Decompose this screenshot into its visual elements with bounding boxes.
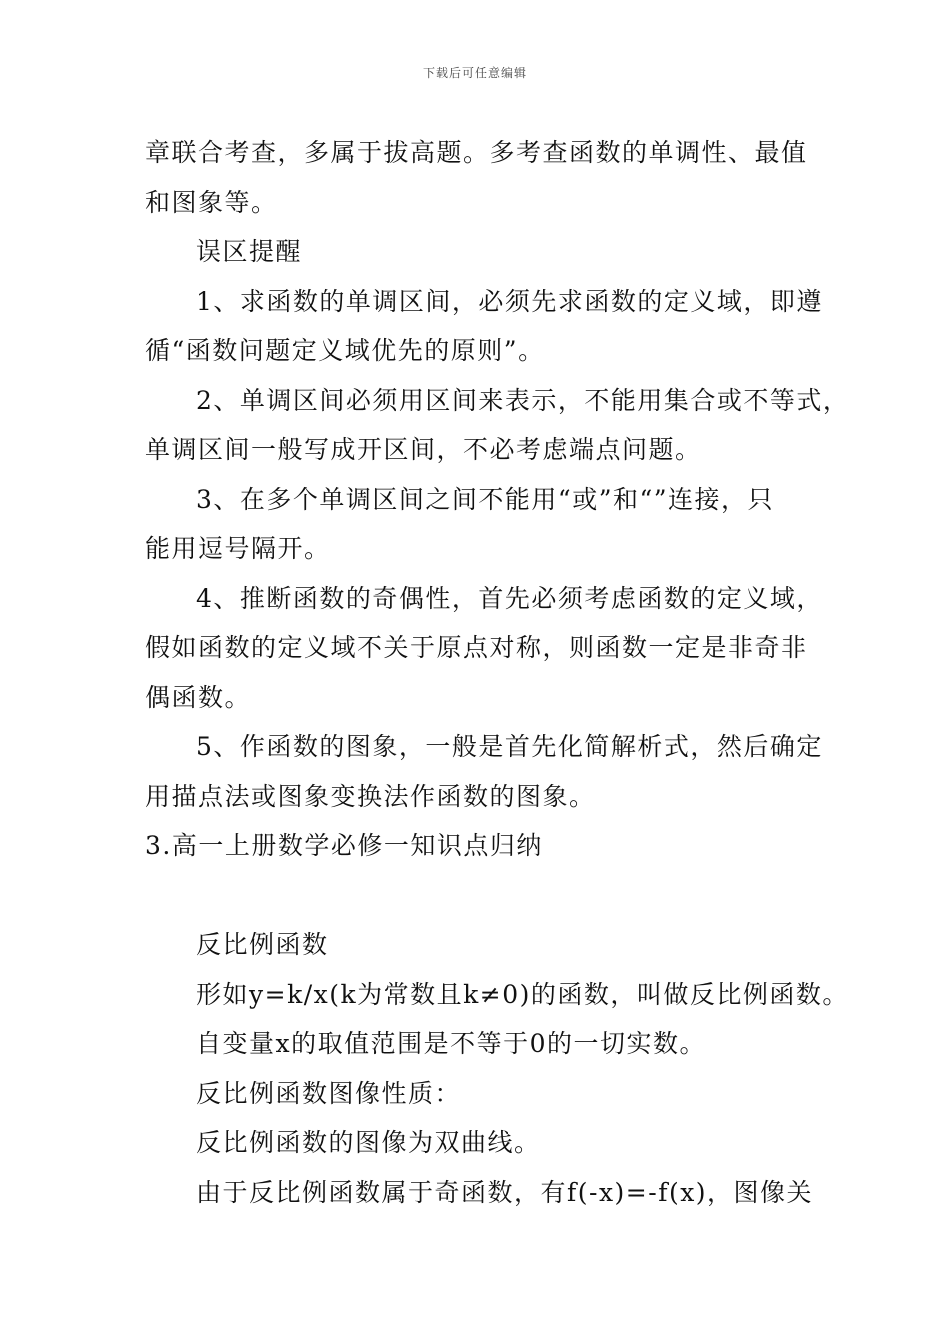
blank-line bbox=[145, 871, 810, 921]
text-line: 5、作函数的图象，一般是首先化简解析式，然后确定 bbox=[196, 732, 823, 761]
document-body bbox=[145, 128, 850, 1217]
text-line: 章联合考查，多属于拔高题。多考查函数的单调性、最值 bbox=[145, 138, 808, 167]
section-heading: 误区提醒 bbox=[196, 237, 303, 266]
text-line: 反比例函数的图像为双曲线。 bbox=[196, 1128, 541, 1157]
text-line: 形如y=k/x(k为常数且k≠0)的函数，叫做反比例函数。 bbox=[196, 979, 849, 1009]
text-line: 3、在多个单调区间之间不能用“或”和“”连接，只 bbox=[196, 484, 775, 514]
text-line: 和图象等。 bbox=[145, 187, 278, 217]
text-line: 反比例函数图像性质： bbox=[196, 1078, 462, 1108]
text-line: 偶函数。 bbox=[145, 682, 252, 712]
text-line: 1、求函数的单调区间，必须先求函数的定义域，即遵 bbox=[196, 286, 823, 316]
text-line: 能用逗号隔开。 bbox=[145, 534, 331, 563]
text-line: 自变量x的取值范围是不等于0的一切实数。 bbox=[196, 1029, 707, 1058]
text-line: 用描点法或图象变换法作函数的图象。 bbox=[145, 781, 596, 811]
section-title: 3.高一上册数学必修一知识点归纳 bbox=[145, 831, 543, 860]
section-heading: 反比例函数 bbox=[196, 930, 329, 959]
text-line: 单调区间一般写成开区间，不必考虑端点问题。 bbox=[145, 435, 702, 464]
text-line: 循“函数问题定义域优先的原则”。 bbox=[145, 336, 545, 365]
text-line: 由于反比例函数属于奇函数，有f(-x)=-f(x)，图像关 bbox=[196, 1177, 814, 1207]
text-line: 假如函数的定义域不关于原点对称，则函数一定是非奇非 bbox=[145, 633, 808, 662]
text-line: 2、单调区间必须用区间来表示，不能用集合或不等式， bbox=[196, 385, 850, 415]
page-header: 下载后可任意编辑 bbox=[422, 66, 527, 80]
text-line: 4、推断函数的奇偶性，首先必须考虑函数的定义域， bbox=[196, 583, 823, 613]
